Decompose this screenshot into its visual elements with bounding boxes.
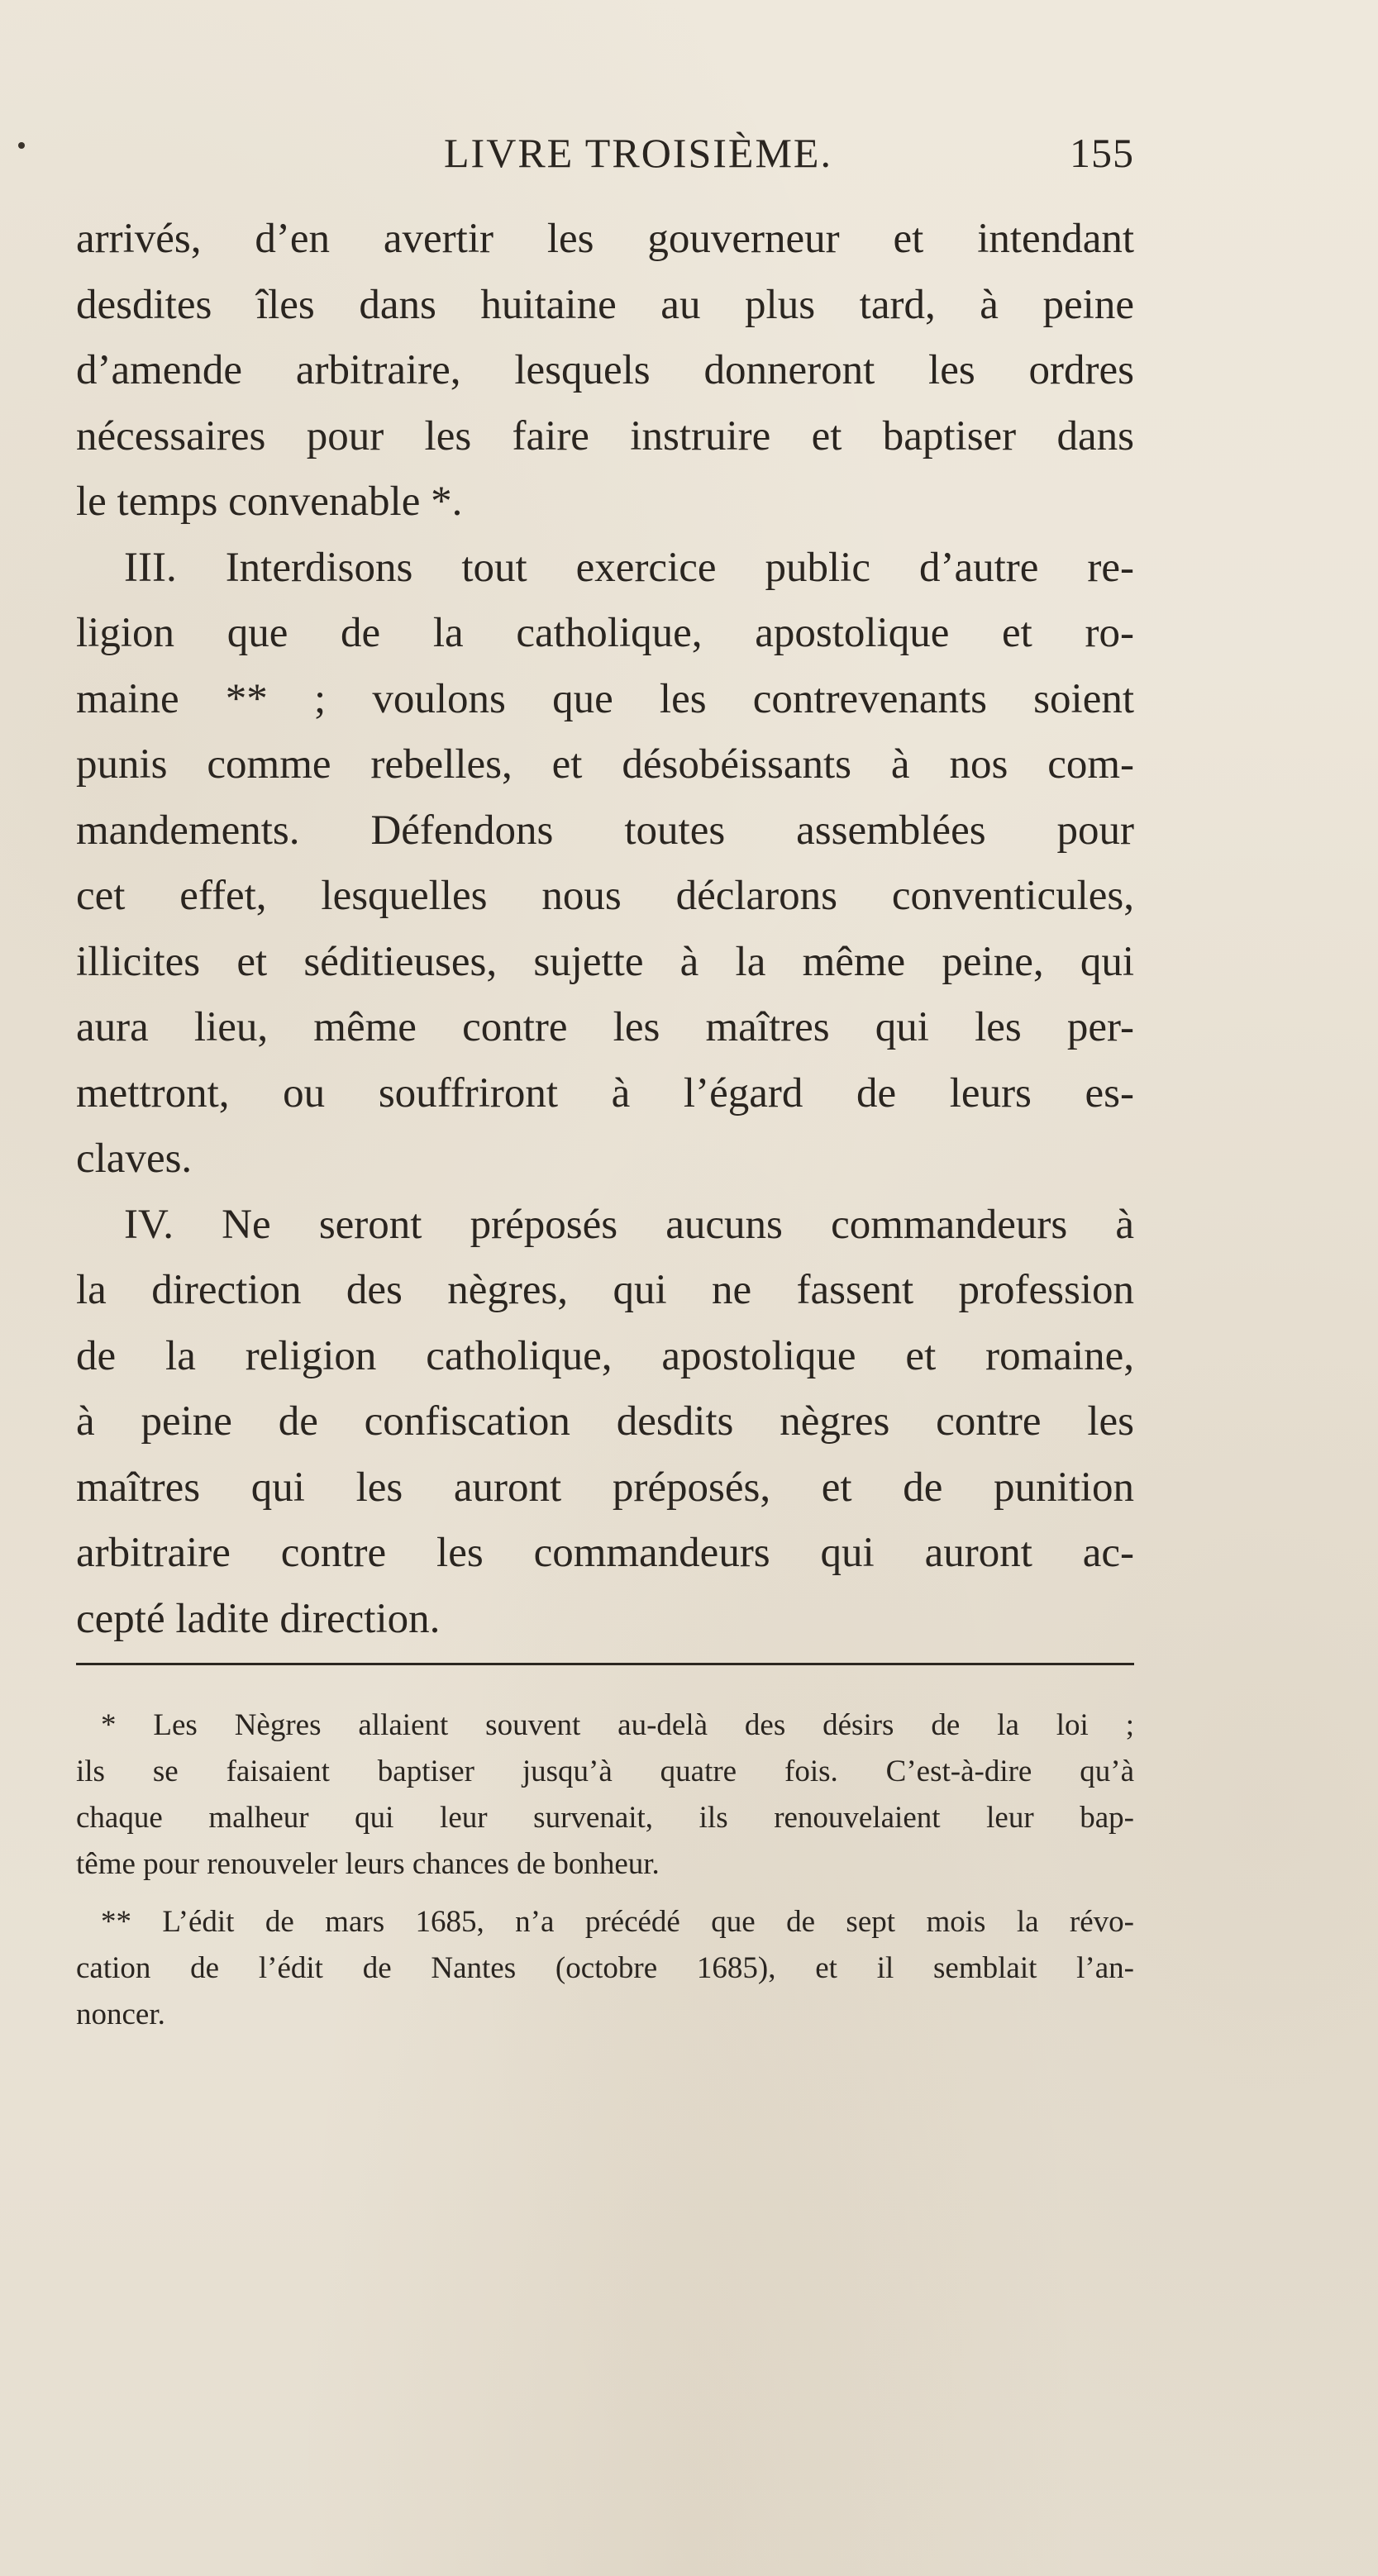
footnote-line: noncer. <box>76 1997 165 2031</box>
paragraph-article-iv <box>76 1193 1134 1653</box>
running-head <box>76 124 1134 182</box>
text-line: nécessaires pour les faire instruire et baptiser dans <box>76 412 1134 459</box>
text-line: cepté ladite direction. <box>76 1595 441 1642</box>
text-line: punis comme rebelles, et désobéissants à nos com- <box>76 741 1134 788</box>
footnote-line: cation de l’édit de Nantes (octobre 1685), et il semblait l’an- <box>76 1951 1134 1985</box>
text-line: arbitraire contre les commandeurs qui auront ac- <box>76 1530 1134 1576</box>
text-line: III. Interdisons tout exercice public d’autre re- <box>124 544 1134 591</box>
text-line: claves. <box>76 1136 193 1182</box>
footnote-line: chaque malheur qui leur survenait, ils renouvelaient leur bap- <box>76 1801 1134 1835</box>
text-line: d’amende arbitraire, lesquels donneront les ordres <box>76 347 1134 393</box>
text-line: maîtres qui les auront préposés, et de punition <box>76 1464 1134 1511</box>
footnote-1 <box>76 1702 1134 1888</box>
text-line: le temps convenable *. <box>76 479 463 525</box>
text-line: IV. Ne seront préposés aucuns commandeurs à <box>124 1201 1134 1248</box>
footnote-separator <box>76 1663 1134 1665</box>
footnote-line: tême pour renouveler leurs chances de bonheur. <box>76 1847 660 1881</box>
footnote-2 <box>76 1899 1134 2038</box>
text-line: de la religion catholique, apostolique et romaine, <box>76 1332 1134 1379</box>
footnote-line: ils se faisaient baptiser jusqu’à quatre fois. C’est-à-dire qu’à <box>76 1755 1134 1788</box>
text-line: desdites îles dans huitaine au plus tard, à peine <box>76 281 1134 328</box>
running-title: LIVRE TROISIÈME. <box>444 130 832 176</box>
text-line: la direction des nègres, qui ne fassent profession <box>76 1267 1134 1313</box>
footnote-line: ** L’édit de mars 1685, n’a précédé que de sept mois la révo- <box>101 1905 1134 1939</box>
footnotes <box>76 1702 1134 2050</box>
paragraph-article-iii <box>76 536 1134 1193</box>
text-line: mettront, ou souffriront à l’égard de leurs es- <box>76 1069 1134 1117</box>
text-line: aura lieu, même contre les maîtres qui les per- <box>76 1004 1134 1050</box>
text-line: cet effet, lesquelles nous déclarons conventicules, <box>76 873 1134 919</box>
ink-speck <box>18 142 25 149</box>
text-line: ligion que de la catholique, apostolique et ro- <box>76 610 1134 656</box>
text-line: à peine de confiscation desdits nègres contre les <box>76 1398 1134 1445</box>
text-line: illicites et séditieuses, sujette à la même peine, qui <box>76 938 1134 985</box>
text-line: mandements. Défendons toutes assemblées pour <box>76 807 1134 854</box>
text-line: arrivés, d’en avertir les gouverneur et intendant <box>76 216 1134 262</box>
footnote-line: * Les Nègres allaient souvent au-delà des désirs de la loi ; <box>101 1708 1134 1742</box>
body-text <box>76 207 1134 1652</box>
text-line: maine ** ; voulons que les contrevenants soient <box>76 675 1134 722</box>
page-number: 155 <box>1070 130 1134 176</box>
paragraph-continuation <box>76 207 1134 536</box>
